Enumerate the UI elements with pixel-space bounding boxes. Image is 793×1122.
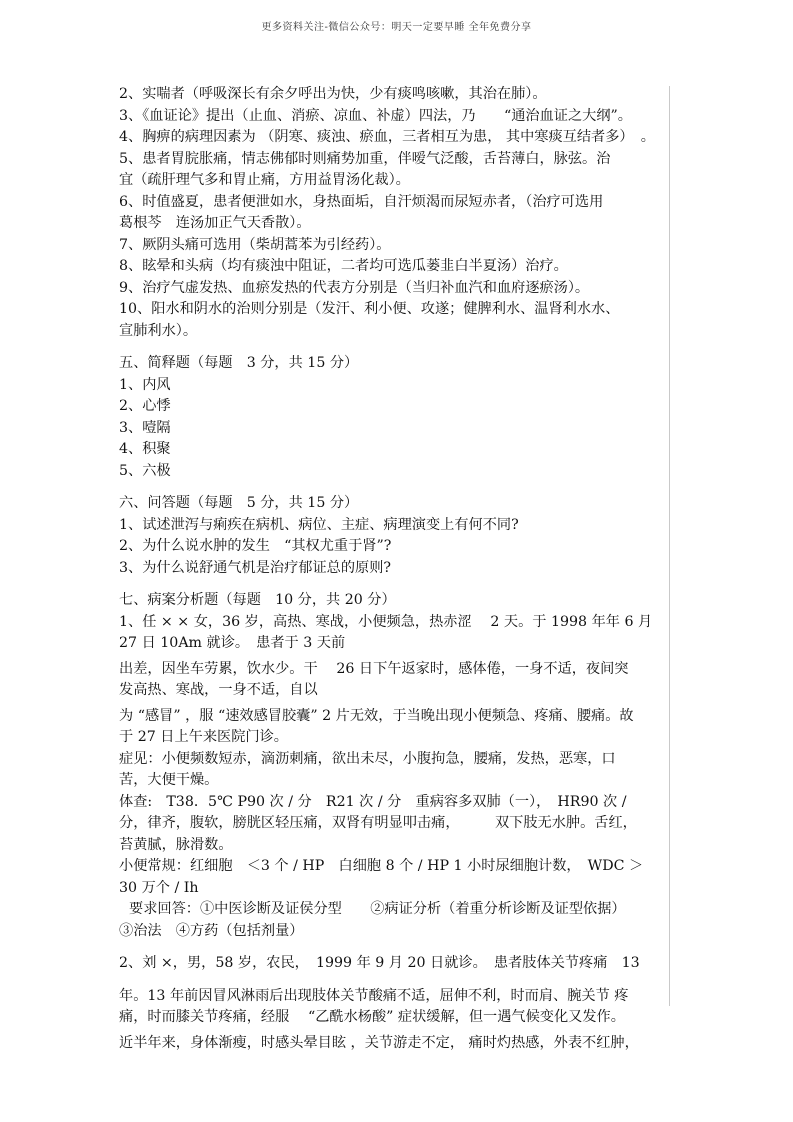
case-text-line: 1、任 × × 女，36 岁，高热、寒战，小便频急，热赤涩 2 天。于 1998 年年 6 月 [119,613,653,630]
requirement-line: 要求回答：①中医诊断及证侯分型 ②病证分析（着重分析诊断及证型依据） [129,901,626,917]
list-item: 1、试述泄泻与痢疾在病机、病位、主症、病理演变上有何不同? [119,516,519,533]
text-line: 宣肺利水）。 [119,322,198,339]
list-item: 1、内风 [119,376,171,393]
case-text-line: 症见：小便频数短赤，滴沥刺痛，欲出未尽，小腹拘急，腰痛，发热，恶寒，口 [119,750,616,767]
list-item: 3、噎隔 [119,419,171,436]
case-text-line: 出差，因坐车劳累，饮水少。干 26 日下午返家时，感体倦，一身不适，夜间突 [119,660,629,677]
text-line: 6、时值盛夏，患者便泄如水，身热面垢，自汗烦渴而尿短赤者，（治疗可选用 [119,193,604,210]
section-title: 六、问答题（每题 5 分，共 15 分） [119,495,359,511]
section-short-explanation [119,353,679,482]
list-item: 3、为什么说舒通气机是治疗郁证总的原则? [119,559,392,576]
list-item: 5、六极 [119,462,171,479]
case-text-line: 2、刘 ×，男，58 岁，农民， 1999 年 9 月 20 日就诊。 患者肢体关节疼痛 13 [119,955,640,971]
case-text-line: 体查: T38．5℃ P90 次 / 分 R21 次 / 分 重病容多双肺（一）， HR90 次 / [119,793,627,810]
fill-blank-answers [119,84,679,342]
case-text-line: 痛，时而膝关节疼痛，经服 “乙酰水杨酸” 症状缓解，但一遇气候变化又发作。 [119,1009,625,1025]
case-text-line: 于 27 日上午来医院门诊。 [119,729,288,745]
section-case-analysis [119,590,679,1054]
text-line: 7、厥阴头痛可选用（柴胡蒿苯为引经药）。 [119,236,391,253]
text-line: 宜（疏肝理气多和胃止痛，方用益胃汤化裁）。 [119,172,410,188]
case-text-line: 发高热、寒战，一身不适，自以 [119,682,318,698]
list-item: 2、心悸 [119,398,171,414]
page-header: 更多资料关注-微信公众号：明天一定要早睡 全年免费分享 [261,22,532,33]
text-line: 2、实喘者（呼吸深长有余夕呼出为快，少有痰鸣咳嗽，其治在肺）。 [119,86,547,102]
case-text-line: 近半年来，身体渐瘦，时感头晕目眩 ，关节游走不定， 痛时灼热感，外表不红肿， [119,1034,639,1051]
document-body [119,84,679,1054]
list-item: 4、积聚 [119,441,171,457]
text-line: 8、眩晕和头病（均有痰浊中阻证，二者均可选瓜蒌韭白半夏汤）治疗。 [119,258,568,274]
text-line: 3、《血证论》提出（止血、消瘀、凉血、补虚）四法，乃 “通治血证之大纲”。 [119,107,632,124]
text-line: 5、患者胃脘胀痛，情志佛郁时则痛势加重，伴嗳气泛酸，舌苔薄白，脉弦。治 [119,150,611,167]
case-text-line: 30 万个 / Ih [119,879,199,896]
case-text-line: 苦，大便干燥。 [119,772,219,788]
list-item: 2、为什么说水肿的发生 “其权尤重于肾”? [119,538,392,554]
section-title: 五、简释题（每题 3 分，共 15 分） [119,355,359,371]
text-line: 葛根芩 连汤加正气天香散）。 [119,215,311,231]
case-text-line: 分，律齐，腹软，膀胱区轻压痛，双肾有明显叩击痛， 双下肢无水肿。舌红， [119,815,637,831]
section-title: 七、病案分析题（每题 10 分，共 20 分） [119,592,396,608]
case-text-line: 27 日 10Am 就诊。 患者于 3 天前 [119,635,346,651]
text-line: 9、治疗气虚发热、血瘀发热的代表方分别是（当归补血汽和血府逐瘀汤）。 [119,279,590,296]
section-questions [119,493,679,579]
case-text-line: 年。13 年前因冒风淋雨后出现肢体关节酸痛不适，屈伸不利，时而肩、腕关节 疼 [119,987,629,1004]
text-line: 10、阳水和阴水的治则分别是（发汗、利小便、攻遂；健脾利水、温肾利水水、 [119,301,620,317]
case-text-line: 为 “感冒” ，服 “速效感冒胶囊” 2 片无效，于当晚出现小便频急、疼痛、腰痛。故 [119,707,634,724]
requirement-line: ③治法 ④方药（包括剂量） [119,922,304,939]
case-text-line: 苔黄腻，脉滑数。 [119,836,233,853]
case-text-line: 小便常规：红细胞 ＜3 个 / HP 白细胞 8 个 / HP 1 小时尿细胞计数， WDC ＞ [119,858,644,874]
text-line: 4、胸痹的病理因素为 （阴寒、痰浊、瘀血，三者相互为患， 其中寒痰互结者多） 。 [119,129,655,145]
